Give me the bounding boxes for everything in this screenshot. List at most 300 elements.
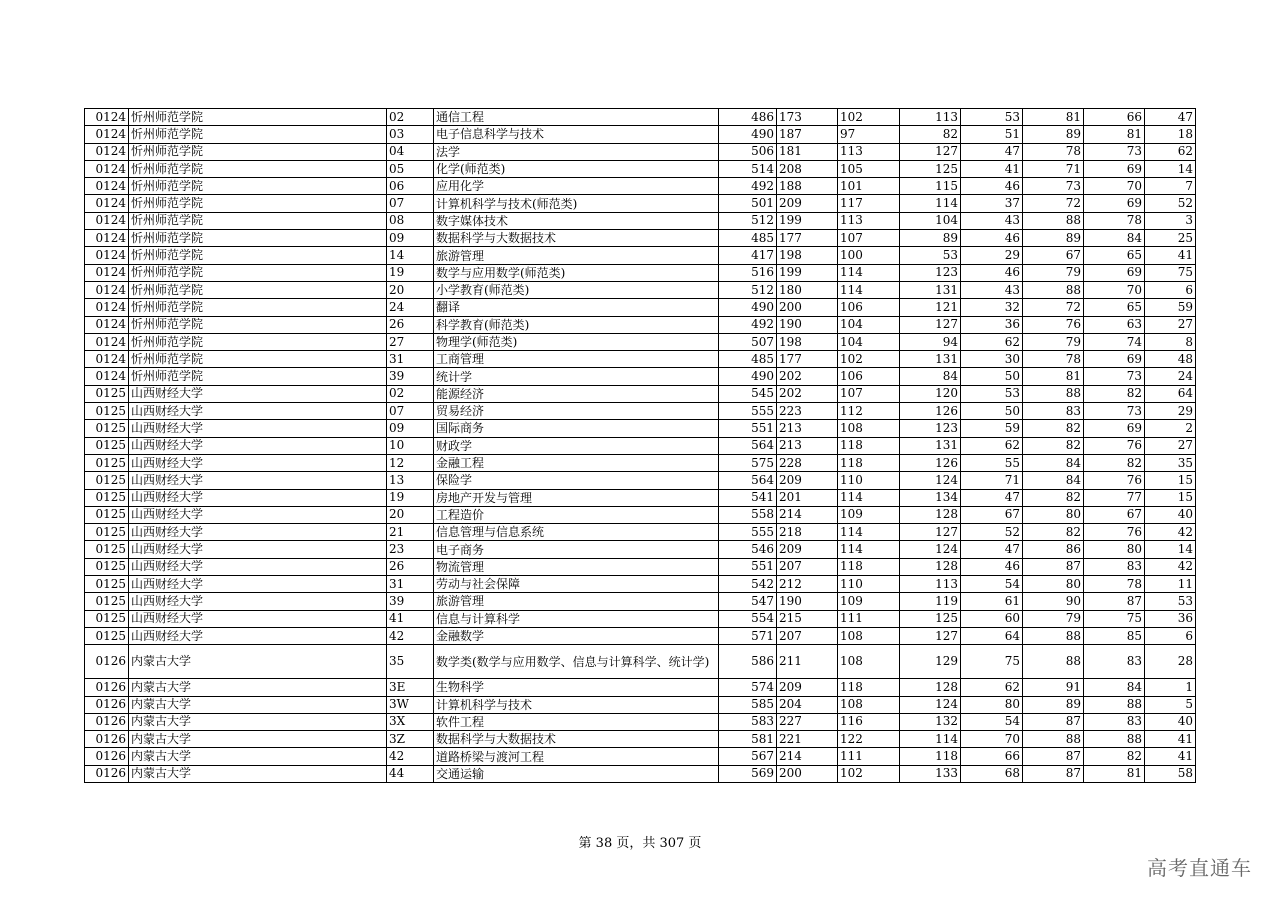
cell-score-a: 209 bbox=[777, 195, 838, 212]
cell-score-c: 123 bbox=[900, 420, 961, 437]
cell-major-code: 03 bbox=[387, 126, 434, 143]
cell-school-code: 0125 bbox=[85, 420, 129, 437]
cell-score-f: 74 bbox=[1084, 333, 1145, 350]
cell-score-d: 61 bbox=[961, 593, 1023, 610]
cell-score-e: 88 bbox=[1023, 731, 1084, 748]
cell-score-b: 111 bbox=[838, 610, 900, 627]
cell-major-code: 10 bbox=[387, 437, 434, 454]
cell-score-d: 51 bbox=[961, 126, 1023, 143]
cell-school-code: 0126 bbox=[85, 713, 129, 730]
cell-score-e: 89 bbox=[1023, 126, 1084, 143]
cell-score-b: 111 bbox=[838, 748, 900, 765]
table-row bbox=[85, 489, 1196, 506]
cell-major-code: 20 bbox=[387, 281, 434, 298]
cell-score-c: 114 bbox=[900, 195, 961, 212]
cell-score-a: 190 bbox=[777, 316, 838, 333]
cell-school-name: 山西财经大学 bbox=[129, 593, 387, 610]
cell-score-d: 53 bbox=[961, 385, 1023, 402]
cell-score-f: 82 bbox=[1084, 454, 1145, 471]
cell-major-name: 工商管理 bbox=[434, 351, 719, 368]
cell-score-b: 101 bbox=[838, 178, 900, 195]
cell-score-c: 121 bbox=[900, 299, 961, 316]
cell-major-name: 翻译 bbox=[434, 299, 719, 316]
table-row bbox=[85, 281, 1196, 298]
cell-score-b: 113 bbox=[838, 212, 900, 229]
table-row bbox=[85, 696, 1196, 713]
cell-score-f: 69 bbox=[1084, 160, 1145, 177]
table-row bbox=[85, 541, 1196, 558]
cell-major-name: 应用化学 bbox=[434, 178, 719, 195]
cell-score-c: 89 bbox=[900, 230, 961, 247]
cell-major-code: 14 bbox=[387, 247, 434, 264]
cell-school-code: 0125 bbox=[85, 593, 129, 610]
cell-school-name: 山西财经大学 bbox=[129, 489, 387, 506]
cell-major-code: 02 bbox=[387, 385, 434, 402]
cell-major-name: 金融工程 bbox=[434, 454, 719, 471]
cell-score-a: 227 bbox=[777, 713, 838, 730]
table-row bbox=[85, 316, 1196, 333]
cell-score-total: 571 bbox=[719, 627, 777, 644]
cell-major-name: 贸易经济 bbox=[434, 403, 719, 420]
cell-major-name: 数据科学与大数据技术 bbox=[434, 230, 719, 247]
cell-score-b: 104 bbox=[838, 316, 900, 333]
cell-school-name: 内蒙古大学 bbox=[129, 748, 387, 765]
cell-score-d: 46 bbox=[961, 264, 1023, 281]
cell-school-name: 忻州师范学院 bbox=[129, 247, 387, 264]
cell-school-code: 0125 bbox=[85, 610, 129, 627]
cell-score-f: 66 bbox=[1084, 109, 1145, 126]
cell-score-a: 181 bbox=[777, 143, 838, 160]
cell-school-code: 0125 bbox=[85, 541, 129, 558]
cell-score-e: 82 bbox=[1023, 437, 1084, 454]
cell-score-b: 102 bbox=[838, 351, 900, 368]
cell-score-a: 198 bbox=[777, 333, 838, 350]
cell-school-name: 忻州师范学院 bbox=[129, 230, 387, 247]
cell-score-c: 84 bbox=[900, 368, 961, 385]
cell-major-code: 24 bbox=[387, 299, 434, 316]
cell-major-name: 法学 bbox=[434, 143, 719, 160]
cell-score-c: 124 bbox=[900, 541, 961, 558]
cell-major-code: 07 bbox=[387, 403, 434, 420]
cell-score-d: 68 bbox=[961, 765, 1023, 782]
cell-score-f: 81 bbox=[1084, 765, 1145, 782]
cell-score-f: 83 bbox=[1084, 645, 1145, 679]
cell-score-f: 76 bbox=[1084, 437, 1145, 454]
cell-score-d: 62 bbox=[961, 679, 1023, 696]
cell-major-name: 旅游管理 bbox=[434, 247, 719, 264]
table-row bbox=[85, 195, 1196, 212]
watermark-logo-text: 高考直通车 bbox=[1147, 856, 1252, 880]
table-row bbox=[85, 109, 1196, 126]
cell-score-a: 177 bbox=[777, 230, 838, 247]
cell-major-code: 23 bbox=[387, 541, 434, 558]
table-row bbox=[85, 558, 1196, 575]
table-row bbox=[85, 506, 1196, 523]
cell-score-a: 201 bbox=[777, 489, 838, 506]
cell-score-total: 555 bbox=[719, 524, 777, 541]
cell-school-code: 0124 bbox=[85, 351, 129, 368]
cell-score-c: 125 bbox=[900, 610, 961, 627]
cell-major-code: 02 bbox=[387, 109, 434, 126]
cell-score-a: 199 bbox=[777, 212, 838, 229]
cell-school-name: 忻州师范学院 bbox=[129, 212, 387, 229]
cell-school-name: 忻州师范学院 bbox=[129, 316, 387, 333]
cell-score-total: 551 bbox=[719, 420, 777, 437]
cell-rank: 2 bbox=[1145, 420, 1196, 437]
cell-score-c: 131 bbox=[900, 281, 961, 298]
table-row bbox=[85, 178, 1196, 195]
score-table bbox=[84, 108, 1196, 783]
cell-score-d: 43 bbox=[961, 212, 1023, 229]
cell-score-c: 118 bbox=[900, 748, 961, 765]
cell-score-b: 104 bbox=[838, 333, 900, 350]
cell-score-b: 114 bbox=[838, 489, 900, 506]
cell-score-b: 100 bbox=[838, 247, 900, 264]
cell-score-e: 87 bbox=[1023, 713, 1084, 730]
cell-major-code: 42 bbox=[387, 748, 434, 765]
cell-score-f: 78 bbox=[1084, 576, 1145, 593]
cell-major-code: 13 bbox=[387, 472, 434, 489]
cell-major-code: 20 bbox=[387, 506, 434, 523]
cell-score-f: 77 bbox=[1084, 489, 1145, 506]
cell-score-e: 78 bbox=[1023, 351, 1084, 368]
cell-school-code: 0125 bbox=[85, 524, 129, 541]
cell-score-b: 118 bbox=[838, 454, 900, 471]
cell-score-total: 586 bbox=[719, 645, 777, 679]
cell-school-name: 内蒙古大学 bbox=[129, 696, 387, 713]
cell-score-total: 490 bbox=[719, 299, 777, 316]
cell-rank: 3 bbox=[1145, 212, 1196, 229]
cell-score-e: 72 bbox=[1023, 299, 1084, 316]
cell-major-name: 数学与应用数学(师范类) bbox=[434, 264, 719, 281]
cell-major-code: 27 bbox=[387, 333, 434, 350]
cell-score-total: 564 bbox=[719, 437, 777, 454]
cell-score-b: 114 bbox=[838, 281, 900, 298]
cell-score-f: 76 bbox=[1084, 472, 1145, 489]
cell-score-c: 119 bbox=[900, 593, 961, 610]
cell-score-c: 53 bbox=[900, 247, 961, 264]
cell-school-name: 忻州师范学院 bbox=[129, 264, 387, 281]
cell-score-b: 108 bbox=[838, 645, 900, 679]
cell-score-f: 80 bbox=[1084, 541, 1145, 558]
cell-school-code: 0125 bbox=[85, 437, 129, 454]
table-row bbox=[85, 230, 1196, 247]
cell-score-total: 506 bbox=[719, 143, 777, 160]
cell-score-d: 54 bbox=[961, 713, 1023, 730]
cell-rank: 53 bbox=[1145, 593, 1196, 610]
cell-score-f: 63 bbox=[1084, 316, 1145, 333]
cell-school-code: 0124 bbox=[85, 126, 129, 143]
cell-score-e: 80 bbox=[1023, 506, 1084, 523]
cell-school-name: 内蒙古大学 bbox=[129, 645, 387, 679]
cell-rank: 14 bbox=[1145, 541, 1196, 558]
cell-major-code: 39 bbox=[387, 368, 434, 385]
cell-score-e: 84 bbox=[1023, 472, 1084, 489]
cell-score-b: 116 bbox=[838, 713, 900, 730]
cell-score-e: 89 bbox=[1023, 696, 1084, 713]
cell-school-name: 山西财经大学 bbox=[129, 472, 387, 489]
table-row bbox=[85, 679, 1196, 696]
cell-score-a: 188 bbox=[777, 178, 838, 195]
cell-score-total: 546 bbox=[719, 541, 777, 558]
cell-score-total: 485 bbox=[719, 230, 777, 247]
cell-rank: 59 bbox=[1145, 299, 1196, 316]
cell-school-code: 0125 bbox=[85, 506, 129, 523]
cell-score-a: 208 bbox=[777, 160, 838, 177]
cell-score-d: 50 bbox=[961, 403, 1023, 420]
cell-score-total: 581 bbox=[719, 731, 777, 748]
cell-score-c: 128 bbox=[900, 558, 961, 575]
cell-score-d: 47 bbox=[961, 489, 1023, 506]
cell-major-code: 3Z bbox=[387, 731, 434, 748]
cell-score-b: 108 bbox=[838, 420, 900, 437]
cell-major-name: 电子信息科学与技术 bbox=[434, 126, 719, 143]
cell-score-b: 97 bbox=[838, 126, 900, 143]
cell-score-a: 215 bbox=[777, 610, 838, 627]
cell-score-d: 30 bbox=[961, 351, 1023, 368]
cell-score-f: 83 bbox=[1084, 558, 1145, 575]
cell-rank: 62 bbox=[1145, 143, 1196, 160]
cell-major-code: 12 bbox=[387, 454, 434, 471]
cell-score-f: 65 bbox=[1084, 299, 1145, 316]
cell-score-c: 131 bbox=[900, 351, 961, 368]
cell-score-d: 53 bbox=[961, 109, 1023, 126]
cell-rank: 11 bbox=[1145, 576, 1196, 593]
cell-score-f: 83 bbox=[1084, 713, 1145, 730]
cell-school-code: 0124 bbox=[85, 109, 129, 126]
cell-school-name: 山西财经大学 bbox=[129, 454, 387, 471]
cell-score-c: 120 bbox=[900, 385, 961, 402]
cell-score-b: 102 bbox=[838, 109, 900, 126]
cell-school-code: 0124 bbox=[85, 264, 129, 281]
cell-school-code: 0125 bbox=[85, 385, 129, 402]
cell-score-total: 492 bbox=[719, 178, 777, 195]
cell-score-c: 132 bbox=[900, 713, 961, 730]
cell-rank: 6 bbox=[1145, 281, 1196, 298]
cell-score-a: 223 bbox=[777, 403, 838, 420]
cell-score-e: 72 bbox=[1023, 195, 1084, 212]
cell-school-name: 内蒙古大学 bbox=[129, 765, 387, 782]
cell-major-name: 交通运输 bbox=[434, 765, 719, 782]
cell-score-b: 102 bbox=[838, 765, 900, 782]
cell-school-code: 0124 bbox=[85, 247, 129, 264]
cell-score-total: 486 bbox=[719, 109, 777, 126]
cell-school-code: 0124 bbox=[85, 143, 129, 160]
cell-score-total: 585 bbox=[719, 696, 777, 713]
cell-score-e: 81 bbox=[1023, 368, 1084, 385]
cell-score-d: 36 bbox=[961, 316, 1023, 333]
cell-major-name: 通信工程 bbox=[434, 109, 719, 126]
cell-score-c: 127 bbox=[900, 627, 961, 644]
cell-school-code: 0124 bbox=[85, 212, 129, 229]
cell-school-name: 山西财经大学 bbox=[129, 420, 387, 437]
cell-score-total: 551 bbox=[719, 558, 777, 575]
cell-rank: 25 bbox=[1145, 230, 1196, 247]
cell-score-b: 107 bbox=[838, 230, 900, 247]
cell-score-f: 67 bbox=[1084, 506, 1145, 523]
cell-score-c: 127 bbox=[900, 316, 961, 333]
cell-school-code: 0126 bbox=[85, 748, 129, 765]
cell-score-e: 86 bbox=[1023, 541, 1084, 558]
cell-score-total: 575 bbox=[719, 454, 777, 471]
cell-score-d: 37 bbox=[961, 195, 1023, 212]
cell-score-a: 202 bbox=[777, 385, 838, 402]
cell-score-a: 207 bbox=[777, 627, 838, 644]
cell-rank: 36 bbox=[1145, 610, 1196, 627]
cell-score-d: 32 bbox=[961, 299, 1023, 316]
cell-score-e: 84 bbox=[1023, 454, 1084, 471]
table-row bbox=[85, 645, 1196, 679]
cell-score-total: 492 bbox=[719, 316, 777, 333]
cell-score-f: 69 bbox=[1084, 264, 1145, 281]
cell-major-code: 09 bbox=[387, 230, 434, 247]
cell-score-a: 177 bbox=[777, 351, 838, 368]
cell-score-total: 516 bbox=[719, 264, 777, 281]
cell-score-c: 128 bbox=[900, 679, 961, 696]
table-body bbox=[85, 109, 1196, 783]
cell-school-code: 0124 bbox=[85, 195, 129, 212]
cell-score-total: 541 bbox=[719, 489, 777, 506]
cell-rank: 15 bbox=[1145, 489, 1196, 506]
cell-score-total: 542 bbox=[719, 576, 777, 593]
cell-score-total: 564 bbox=[719, 472, 777, 489]
cell-rank: 28 bbox=[1145, 645, 1196, 679]
cell-score-total: 514 bbox=[719, 160, 777, 177]
cell-major-code: 3X bbox=[387, 713, 434, 730]
cell-school-name: 内蒙古大学 bbox=[129, 679, 387, 696]
table-row bbox=[85, 437, 1196, 454]
cell-score-e: 82 bbox=[1023, 489, 1084, 506]
cell-rank: 6 bbox=[1145, 627, 1196, 644]
cell-score-c: 134 bbox=[900, 489, 961, 506]
cell-score-e: 79 bbox=[1023, 610, 1084, 627]
cell-school-name: 山西财经大学 bbox=[129, 627, 387, 644]
cell-score-d: 50 bbox=[961, 368, 1023, 385]
cell-rank: 29 bbox=[1145, 403, 1196, 420]
cell-school-name: 忻州师范学院 bbox=[129, 299, 387, 316]
cell-score-c: 126 bbox=[900, 454, 961, 471]
cell-score-d: 70 bbox=[961, 731, 1023, 748]
cell-score-d: 66 bbox=[961, 748, 1023, 765]
cell-major-code: 31 bbox=[387, 576, 434, 593]
cell-score-a: 214 bbox=[777, 748, 838, 765]
cell-score-f: 65 bbox=[1084, 247, 1145, 264]
cell-school-name: 山西财经大学 bbox=[129, 610, 387, 627]
cell-score-a: 204 bbox=[777, 696, 838, 713]
cell-rank: 47 bbox=[1145, 109, 1196, 126]
cell-major-name: 金融数学 bbox=[434, 627, 719, 644]
cell-rank: 40 bbox=[1145, 713, 1196, 730]
cell-score-e: 82 bbox=[1023, 524, 1084, 541]
cell-score-c: 104 bbox=[900, 212, 961, 229]
cell-score-e: 91 bbox=[1023, 679, 1084, 696]
cell-score-b: 117 bbox=[838, 195, 900, 212]
cell-score-d: 60 bbox=[961, 610, 1023, 627]
cell-score-total: 512 bbox=[719, 212, 777, 229]
cell-score-a: 199 bbox=[777, 264, 838, 281]
cell-rank: 35 bbox=[1145, 454, 1196, 471]
cell-major-name: 国际商务 bbox=[434, 420, 719, 437]
cell-school-name: 忻州师范学院 bbox=[129, 178, 387, 195]
cell-school-name: 忻州师范学院 bbox=[129, 195, 387, 212]
cell-score-c: 124 bbox=[900, 472, 961, 489]
cell-score-c: 127 bbox=[900, 524, 961, 541]
cell-score-e: 88 bbox=[1023, 385, 1084, 402]
cell-score-d: 55 bbox=[961, 454, 1023, 471]
cell-major-name: 信息管理与信息系统 bbox=[434, 524, 719, 541]
cell-score-b: 105 bbox=[838, 160, 900, 177]
cell-score-a: 211 bbox=[777, 645, 838, 679]
table-row bbox=[85, 212, 1196, 229]
table-row bbox=[85, 403, 1196, 420]
cell-major-code: 39 bbox=[387, 593, 434, 610]
cell-score-f: 73 bbox=[1084, 143, 1145, 160]
cell-major-code: 04 bbox=[387, 143, 434, 160]
cell-major-name: 物流管理 bbox=[434, 558, 719, 575]
table-row bbox=[85, 247, 1196, 264]
cell-score-c: 94 bbox=[900, 333, 961, 350]
cell-school-name: 内蒙古大学 bbox=[129, 713, 387, 730]
cell-school-name: 山西财经大学 bbox=[129, 437, 387, 454]
cell-score-d: 62 bbox=[961, 333, 1023, 350]
table-row bbox=[85, 385, 1196, 402]
cell-score-e: 88 bbox=[1023, 212, 1084, 229]
cell-score-c: 133 bbox=[900, 765, 961, 782]
cell-major-name: 小学教育(师范类) bbox=[434, 281, 719, 298]
cell-major-code: 05 bbox=[387, 160, 434, 177]
cell-score-total: 545 bbox=[719, 385, 777, 402]
cell-score-f: 70 bbox=[1084, 178, 1145, 195]
table-row bbox=[85, 454, 1196, 471]
cell-major-name: 劳动与社会保障 bbox=[434, 576, 719, 593]
cell-score-total: 417 bbox=[719, 247, 777, 264]
cell-score-e: 79 bbox=[1023, 264, 1084, 281]
cell-rank: 41 bbox=[1145, 748, 1196, 765]
cell-score-a: 198 bbox=[777, 247, 838, 264]
cell-rank: 27 bbox=[1145, 437, 1196, 454]
cell-school-name: 忻州师范学院 bbox=[129, 333, 387, 350]
cell-major-code: 3E bbox=[387, 679, 434, 696]
cell-score-total: 547 bbox=[719, 593, 777, 610]
cell-major-name: 计算机科学与技术 bbox=[434, 696, 719, 713]
cell-school-code: 0125 bbox=[85, 472, 129, 489]
cell-school-name: 忻州师范学院 bbox=[129, 281, 387, 298]
cell-school-name: 山西财经大学 bbox=[129, 403, 387, 420]
cell-school-name: 忻州师范学院 bbox=[129, 160, 387, 177]
table-row bbox=[85, 264, 1196, 281]
cell-rank: 24 bbox=[1145, 368, 1196, 385]
cell-major-name: 保险学 bbox=[434, 472, 719, 489]
table-row bbox=[85, 748, 1196, 765]
cell-score-b: 118 bbox=[838, 437, 900, 454]
cell-score-e: 82 bbox=[1023, 420, 1084, 437]
cell-score-a: 200 bbox=[777, 299, 838, 316]
cell-school-name: 山西财经大学 bbox=[129, 524, 387, 541]
table-row bbox=[85, 472, 1196, 489]
cell-school-name: 忻州师范学院 bbox=[129, 126, 387, 143]
cell-score-f: 84 bbox=[1084, 230, 1145, 247]
cell-score-f: 88 bbox=[1084, 731, 1145, 748]
cell-score-d: 67 bbox=[961, 506, 1023, 523]
cell-score-a: 218 bbox=[777, 524, 838, 541]
cell-school-code: 0126 bbox=[85, 679, 129, 696]
cell-rank: 1 bbox=[1145, 679, 1196, 696]
table-row bbox=[85, 351, 1196, 368]
cell-major-code: 07 bbox=[387, 195, 434, 212]
cell-score-e: 67 bbox=[1023, 247, 1084, 264]
cell-score-total: 501 bbox=[719, 195, 777, 212]
cell-rank: 41 bbox=[1145, 731, 1196, 748]
